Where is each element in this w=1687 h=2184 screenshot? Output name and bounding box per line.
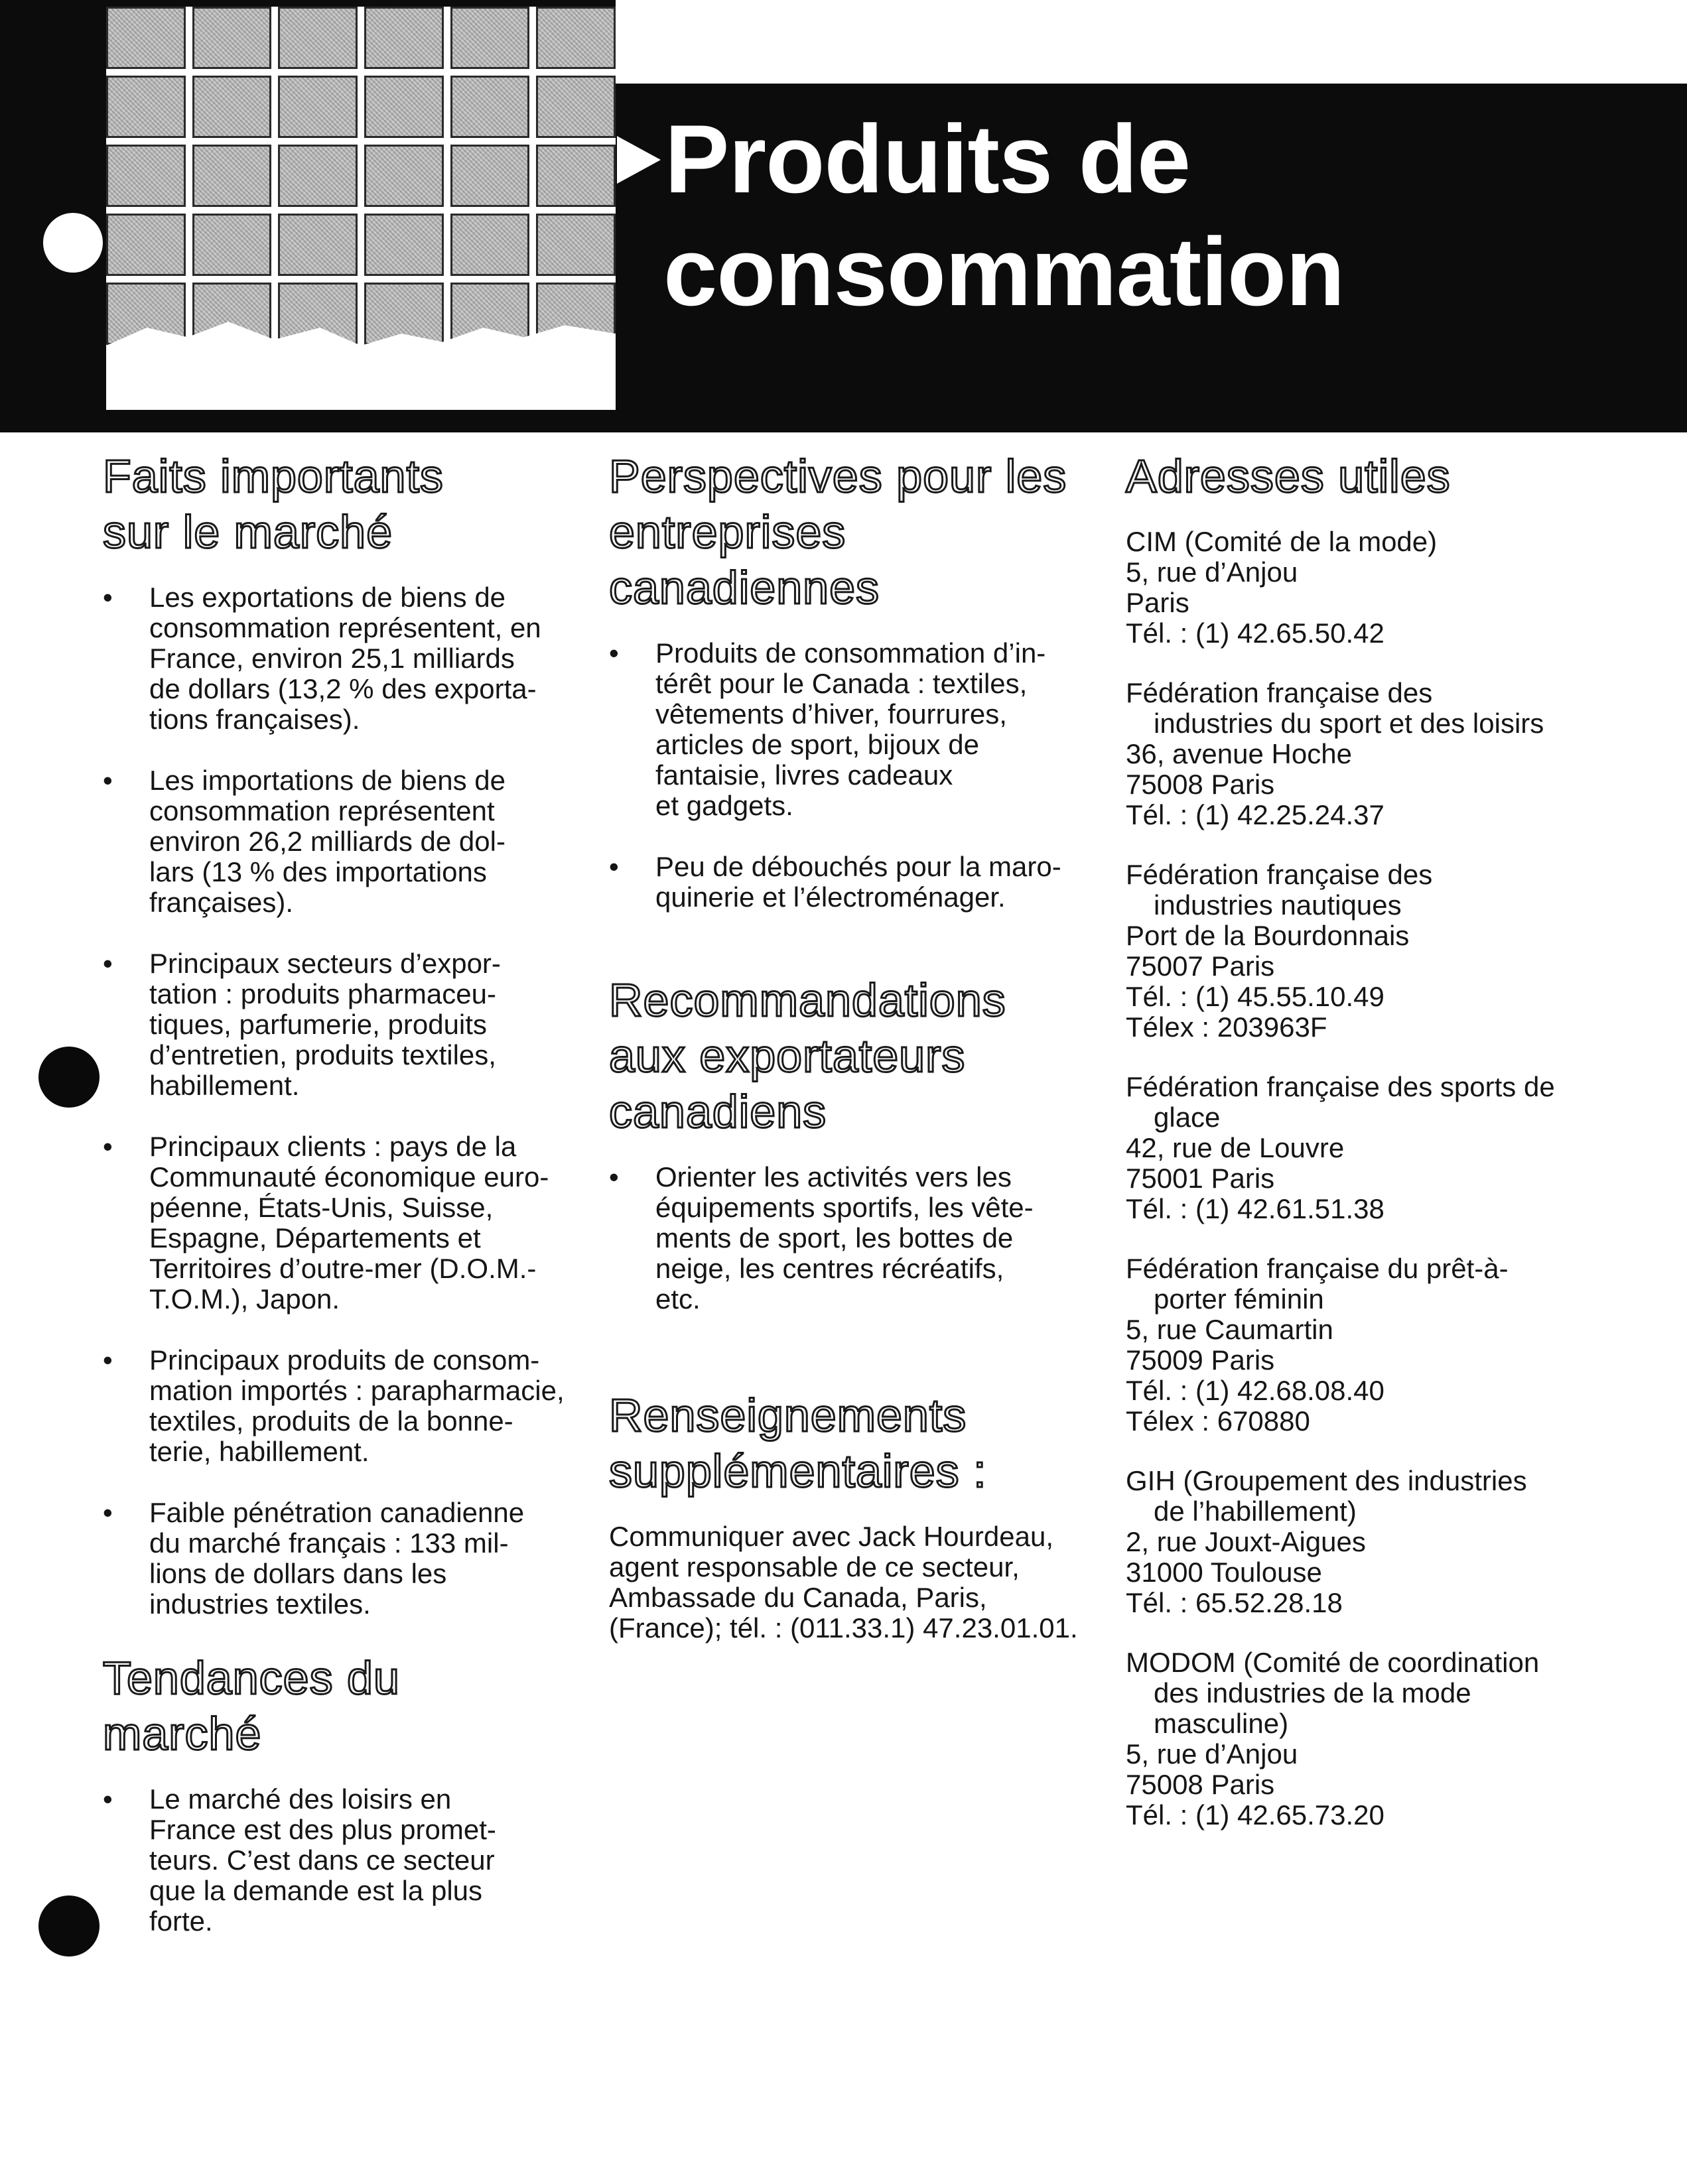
address-block (1126, 1466, 1630, 1618)
list-item-line: France, environ 25,1 milliards (149, 643, 515, 674)
list-item-line: tiques, parfumerie, produits (149, 1009, 487, 1040)
column-1 (103, 448, 594, 1967)
list-item-line: Orienter les activités vers les (655, 1161, 1012, 1192)
list-item-line: fantaisie, livres cadeaux (655, 759, 953, 791)
list-item (103, 1345, 594, 1467)
list-item-line: Les importations de biens de (149, 765, 506, 796)
page-title-line-1: Produits de (617, 106, 1190, 212)
address-line: Paris (1126, 587, 1189, 618)
list-item (609, 852, 1100, 913)
address-line: Port de la Bourdonnais (1126, 920, 1410, 951)
address-line: Télex : 203963F (1126, 1011, 1327, 1043)
list-item-line: Espagne, Départements et (149, 1222, 481, 1253)
list-item-line: térêt pour le Canada : textiles, (655, 668, 1028, 699)
list-item-line: tation : produits pharmaceu- (149, 978, 496, 1009)
punch-hole (41, 211, 105, 275)
list-item-line: Produits de consommation d’in- (655, 637, 1046, 669)
list-item-line: mation importés : parapharmacie, (149, 1375, 565, 1406)
text-line: (France); tél. : (011.33.1) 47.23.01.01. (609, 1612, 1078, 1643)
address-line: 5, rue d’Anjou (1126, 1738, 1298, 1769)
heading-recommandations: Recommandations aux exportateurs canadiens (609, 974, 1006, 1137)
list-item-line: de dollars (13,2 % des exporta- (149, 673, 537, 704)
list-item-line: péenne, États-Unis, Suisse, (149, 1192, 494, 1223)
heading-faits-importants: Faits importants sur le marché (103, 450, 444, 558)
grid-illustration (106, 7, 616, 410)
address-line: 5, rue Caumartin (1126, 1314, 1333, 1345)
address-line: 42, rue de Louvre (1126, 1132, 1345, 1163)
address-line: Fédération française des (1126, 859, 1433, 890)
address-line: de l’habillement) (1154, 1496, 1357, 1527)
address-line: Fédération française des (1126, 677, 1433, 708)
list-item-line: terie, habillement. (149, 1436, 370, 1467)
address-line: 2, rue Jouxt-Aigues (1126, 1526, 1366, 1557)
heading-adresses-utiles: Adresses utiles (1126, 450, 1451, 502)
address-line: Fédération française des sports de (1126, 1071, 1555, 1102)
address-line: GIH (Groupement des industries (1126, 1465, 1527, 1496)
address-line: Télex : 670880 (1126, 1405, 1310, 1437)
list-item-line: T.O.M.), Japon. (149, 1283, 340, 1315)
address-line: 31000 Toulouse (1126, 1557, 1322, 1588)
list-item-line: françaises). (149, 887, 294, 918)
list-item-line: habillement. (149, 1070, 300, 1101)
address-line: Tél. : (1) 42.65.50.42 (1126, 617, 1384, 649)
list-item-line: textiles, produits de la bonne- (149, 1405, 513, 1437)
list-item-line: lions de dollars dans les (149, 1558, 447, 1589)
address-line: 75007 Paris (1126, 950, 1275, 982)
grid-cells (106, 7, 616, 345)
address-block (1126, 1647, 1630, 1831)
list-item-line: Principaux produits de consom- (149, 1344, 540, 1376)
list-item-line: vêtements d’hiver, fourrures, (655, 698, 1007, 730)
list-item-line: industries textiles. (149, 1588, 371, 1620)
address-block (1126, 678, 1630, 830)
list-item-line: équipements sportifs, les vête- (655, 1192, 1034, 1223)
list-item (103, 1498, 594, 1620)
address-line: Tél. : (1) 42.65.73.20 (1126, 1799, 1384, 1831)
list-item-line: Principaux secteurs d’expor- (149, 948, 501, 979)
list-item (609, 1162, 1100, 1315)
list-item-line: et gadgets. (655, 790, 793, 821)
list-item-line: Territoires d’outre-mer (D.O.M.- (149, 1253, 537, 1284)
list-item-line: articles de sport, bijoux de (655, 729, 979, 760)
address-line: Tél. : (1) 42.68.08.40 (1126, 1375, 1384, 1406)
list-perspectives (609, 638, 1100, 913)
text-line: Communiquer avec Jack Hourdeau, (609, 1521, 1053, 1552)
renseignements-text (609, 1521, 1100, 1643)
address-line: glace (1154, 1102, 1221, 1133)
list-item-line: consommation représentent (149, 795, 495, 826)
address-line: industries du sport et des loisirs (1154, 708, 1544, 739)
address-line: 75001 Paris (1126, 1163, 1275, 1194)
address-list (1126, 527, 1630, 1831)
address-block (1126, 860, 1630, 1043)
column-2 (609, 448, 1100, 1643)
list-item-line: Peu de débouchés pour la maro- (655, 851, 1061, 882)
column-3 (1126, 448, 1630, 1860)
address-line: CIM (Comité de la mode) (1126, 526, 1438, 557)
list-tendances (103, 1784, 594, 1937)
list-item-line: etc. (655, 1283, 701, 1315)
address-block (1126, 1072, 1630, 1224)
address-line: des industries de la mode (1154, 1677, 1471, 1708)
heading-perspectives: Perspectives pour les entreprises canadiennes (609, 450, 1067, 613)
arrow-right-icon (617, 136, 661, 184)
list-item-line: que la demande est la plus (149, 1875, 483, 1906)
list-item-line: ments de sport, les bottes de (655, 1222, 1014, 1253)
list-item-line: forte. (149, 1905, 213, 1937)
address-line: 5, rue d’Anjou (1126, 556, 1298, 588)
address-block (1126, 1253, 1630, 1437)
list-item-line: d’entretien, produits textiles, (149, 1039, 496, 1070)
heading-tendances: Tendances du marché (103, 1652, 400, 1760)
address-line: porter féminin (1154, 1283, 1324, 1315)
list-item-line: Communauté économique euro- (149, 1161, 549, 1192)
address-line: 75008 Paris (1126, 1769, 1275, 1800)
address-line: Fédération française du prêt-à- (1126, 1253, 1509, 1284)
address-line: 75009 Paris (1126, 1344, 1275, 1376)
address-block (1126, 527, 1630, 649)
list-item-line: France est des plus promet- (149, 1814, 496, 1845)
list-item-line: lars (13 % des importations (149, 856, 487, 887)
list-item (103, 948, 594, 1101)
list-item-line: neige, les centres récréatifs, (655, 1253, 1004, 1284)
address-line: Tél. : (1) 45.55.10.49 (1126, 981, 1384, 1012)
list-item-line: quinerie et l’électroménager. (655, 881, 1006, 913)
text-line: agent responsable de ce secteur, (609, 1551, 1020, 1582)
list-item-line: Les exportations de biens de (149, 582, 506, 613)
list-item (103, 1784, 594, 1937)
list-item-line: teurs. C’est dans ce secteur (149, 1844, 495, 1876)
address-line: Tél. : (1) 42.61.51.38 (1126, 1193, 1384, 1224)
address-line: Tél. : 65.52.28.18 (1126, 1587, 1343, 1618)
margin-dot (38, 1895, 100, 1957)
margin-dot (38, 1047, 100, 1108)
list-item (103, 765, 594, 918)
address-line: Tél. : (1) 42.25.24.37 (1126, 799, 1384, 830)
address-line: MODOM (Comité de coordination (1126, 1647, 1540, 1678)
list-item-line: consommation représentent, en (149, 612, 541, 643)
list-item (103, 1131, 594, 1315)
list-item-line: Faible pénétration canadienne (149, 1497, 525, 1528)
list-faits-importants (103, 582, 594, 1620)
heading-renseignements: Renseignements supplémentaires : (609, 1389, 987, 1497)
list-item-line: du marché français : 133 mil- (149, 1527, 509, 1559)
address-line: masculine) (1154, 1708, 1289, 1739)
list-item-line: tions françaises). (149, 704, 360, 735)
list-item (103, 582, 594, 735)
list-recommandations (609, 1162, 1100, 1315)
list-item (609, 638, 1100, 821)
list-item-line: Le marché des loisirs en (149, 1783, 452, 1815)
list-item-line: environ 26,2 milliards de dol- (149, 826, 506, 857)
address-line: 75008 Paris (1126, 769, 1275, 800)
page-title-line-2: consommation (663, 218, 1345, 326)
list-item-line: Principaux clients : pays de la (149, 1131, 517, 1162)
address-line: 36, avenue Hoche (1126, 738, 1352, 769)
text-line: Ambassade du Canada, Paris, (609, 1582, 987, 1613)
address-line: industries nautiques (1154, 889, 1402, 921)
